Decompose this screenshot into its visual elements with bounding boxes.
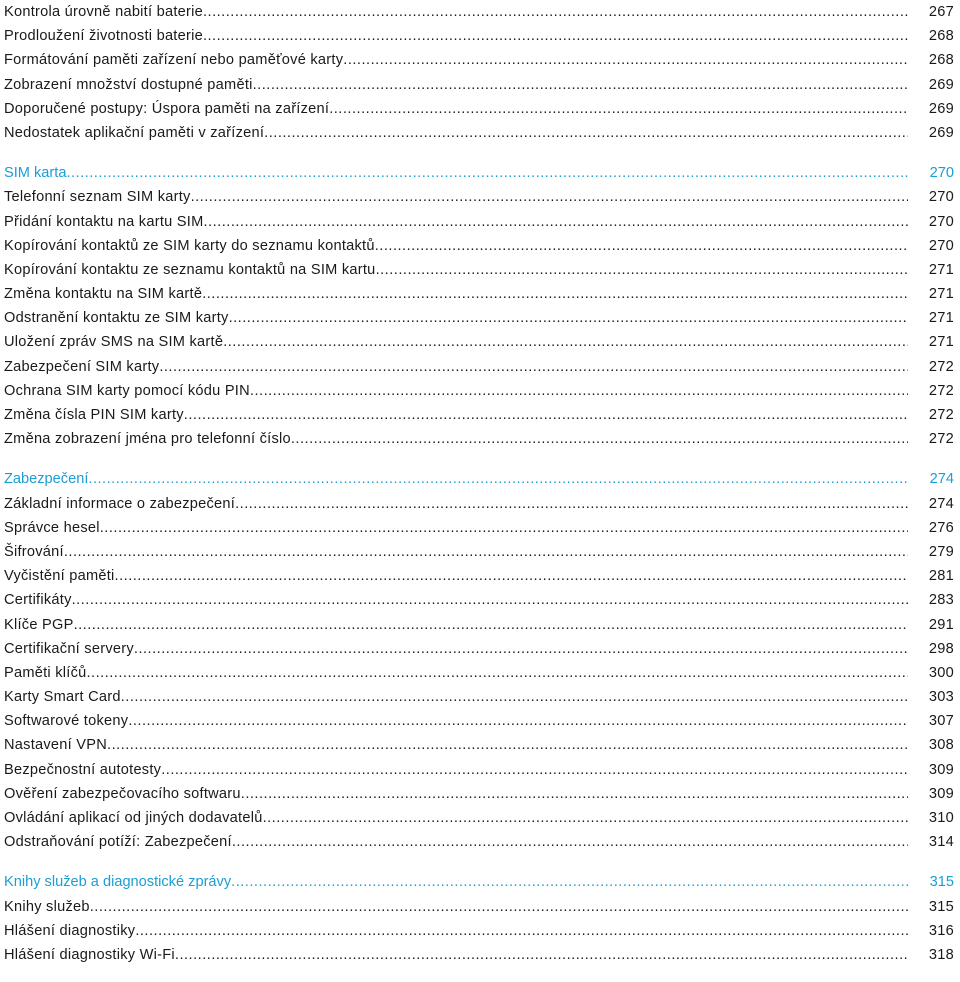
toc-entry[interactable] [4,73,954,97]
toc-page-number: 309 [928,761,954,778]
toc-entry-title: Změna zobrazení jména pro telefonní číslo [4,431,291,448]
toc-entry[interactable] [4,943,954,967]
toc-entry-title: Uložení zpráv SMS na SIM kartě [4,334,224,351]
toc-page-number: 316 [928,922,954,939]
toc-page-number: 271 [928,286,954,303]
toc-entry[interactable] [4,540,954,564]
toc-entry-title: Ovládání aplikací od jiných dodavatelů [4,810,263,826]
toc-entry[interactable] [4,24,954,48]
toc-page-number: 270 [929,165,954,182]
toc-entry-title: Certifikáty [4,592,72,609]
toc-entry[interactable] [4,379,954,403]
dot-leader [121,685,908,709]
toc-section-heading[interactable] [4,870,954,894]
toc-entry-title: Základní informace o zabezpečení [4,495,236,512]
toc-entry-title: Ověření zabezpečovacího softwaru [4,785,241,802]
toc-entry-title: Vyčistění paměti [4,568,115,585]
toc-page-number: 271 [928,310,954,327]
toc-entry[interactable] [4,564,954,588]
toc-entry-title: Šifrování [4,543,64,560]
dot-leader [375,234,908,258]
toc-entry-title: Paměti klíčů [4,664,87,681]
toc-entry[interactable] [4,97,954,121]
dot-leader [159,355,908,379]
toc-entry[interactable] [4,637,954,661]
toc-entry-title: Knihy služeb [4,898,90,915]
toc-entry-title: SIM karta [4,165,67,182]
toc-page-number: 272 [928,358,954,375]
dot-leader [135,919,908,943]
toc-entry-title: Nastavení VPN [4,737,108,754]
dot-leader [128,709,908,733]
toc-entry[interactable] [4,355,954,379]
dot-leader [202,282,908,306]
toc-entry[interactable] [4,48,954,72]
toc-page-number: 274 [928,495,954,512]
dot-leader [229,306,908,330]
toc-entry[interactable] [4,758,954,782]
toc-page-number: 281 [928,568,954,585]
toc-page-number: 272 [928,431,954,448]
toc-section-heading[interactable] [4,161,954,185]
toc-entry-title: Formátování paměti zařízení nebo paměťové karty [4,52,344,69]
toc-entry[interactable] [4,330,954,354]
dot-leader [88,467,908,491]
toc-page-number: 310 [928,810,954,826]
toc-entry[interactable] [4,830,954,854]
toc-page-number: 307 [928,713,954,730]
dot-leader [203,24,908,48]
toc-entry-title: Karty Smart Card [4,689,121,706]
dot-leader [191,185,908,209]
toc-entry[interactable] [4,806,954,830]
dot-leader [107,733,908,757]
toc-page-number: 272 [928,407,954,423]
dot-leader [184,403,908,427]
toc-entry[interactable] [4,258,954,282]
group-spacer [4,854,954,870]
toc-page-number: 272 [928,382,954,399]
toc-entry[interactable] [4,185,954,209]
toc-page-number: 308 [928,737,954,754]
toc-page-number: 274 [929,471,954,488]
toc-entry-title: Kontrola úrovně nabití baterie [4,4,203,20]
dot-leader [235,492,908,516]
toc-entry-title: Změna čísla PIN SIM karty [4,407,184,423]
toc-page-number: 314 [928,834,954,851]
toc-page-number: 269 [928,124,954,141]
toc-entry[interactable] [4,516,954,540]
toc-entry[interactable] [4,403,954,427]
toc-entry[interactable] [4,492,954,516]
toc-page-number: 268 [928,52,954,69]
toc-entry[interactable] [4,661,954,685]
toc-entry[interactable] [4,282,954,306]
toc-page-number: 303 [928,689,954,706]
toc-page-number: 276 [928,519,954,536]
toc-entry[interactable] [4,685,954,709]
toc-entry[interactable] [4,234,954,258]
dot-leader [264,121,908,145]
toc-page-number: 300 [928,664,954,681]
dot-leader [134,637,908,661]
toc-page-number: 269 [928,100,954,117]
dot-leader [90,895,908,919]
toc-entry-title: Přidání kontaktu na kartu SIM [4,213,204,230]
dot-leader [291,427,908,451]
toc-page-number: 268 [928,28,954,45]
dot-leader [223,330,908,354]
toc-page-number: 291 [928,616,954,633]
toc-entry-title: Kopírování kontaktu ze seznamu kontaktů na SIM kartu [4,261,376,278]
toc-entry[interactable] [4,121,954,145]
dot-leader [343,48,908,72]
dot-leader [204,210,909,234]
dot-leader [66,161,908,185]
group-spacer [4,145,954,161]
toc-entry[interactable] [4,588,954,612]
toc-page-number: 271 [928,261,954,278]
toc-entry[interactable] [4,427,954,451]
dot-leader [161,758,908,782]
toc-page-number: 315 [929,874,954,891]
toc-entry[interactable] [4,306,954,330]
dot-leader [263,806,908,830]
dot-leader [175,943,908,967]
dot-leader [241,782,908,806]
dot-leader [376,258,908,282]
dot-leader [72,588,908,612]
dot-leader [232,830,908,854]
toc-entry-title: Softwarové tokeny [4,713,129,730]
dot-leader [203,0,908,24]
toc-entry-title: Správce hesel [4,519,100,536]
toc-page-number: 269 [928,76,954,93]
toc-entry-title: Odstraňování potíží: Zabezpečení [4,834,232,851]
toc-entry-title: Ochrana SIM karty pomocí kódu PIN [4,382,250,399]
toc-entry-title: Telefonní seznam SIM karty [4,189,191,206]
toc-entry[interactable] [4,919,954,943]
group-spacer [4,451,954,467]
dot-leader [64,540,908,564]
toc-entry[interactable] [4,210,954,234]
toc-entry-title: Zobrazení množství dostupné paměti [4,76,253,93]
toc-page-number: 270 [928,237,954,254]
dot-leader [86,661,908,685]
dot-leader [329,97,908,121]
toc-page-number: 283 [928,592,954,609]
toc-page-number: 270 [928,189,954,206]
toc-entry-title: Zabezpečení SIM karty [4,358,160,375]
toc-entry-title: Hlášení diagnostiky Wi-Fi [4,946,175,963]
dot-leader [253,73,908,97]
toc-entry-title: Změna kontaktu na SIM kartě [4,286,203,303]
toc-entry-title: Kopírování kontaktů ze SIM karty do seznamu kontaktů [4,237,375,254]
toc-entry-title: Bezpečnostní autotesty [4,761,162,778]
toc-page-number: 315 [928,898,954,915]
toc-entry[interactable] [4,733,954,757]
toc-entry[interactable] [4,709,954,733]
toc-entry-title: Doporučené postupy: Úspora paměti na zařízení [4,100,330,117]
dot-leader [100,516,908,540]
toc-entry[interactable] [4,613,954,637]
toc-page-number: 267 [928,4,954,20]
dot-leader [250,379,908,403]
table-of-contents [4,0,954,967]
toc-page-number: 298 [928,640,954,657]
toc-entry-title: Knihy služeb a diagnostické zprávy [4,874,232,891]
toc-page-number: 279 [928,543,954,560]
toc-entry-title: Zabezpečení [4,471,89,488]
dot-leader [231,870,908,894]
dot-leader [74,613,908,637]
toc-entry-title: Nedostatek aplikační paměti v zařízení [4,124,265,141]
dot-leader [115,564,908,588]
toc-page-number: 270 [928,213,954,230]
toc-entry-title: Prodloužení životnosti baterie [4,28,203,45]
toc-page-number: 318 [928,946,954,963]
toc-page-number: 271 [928,334,954,351]
toc-section-heading[interactable] [4,467,954,491]
toc-entry[interactable] [4,895,954,919]
toc-entry-title: Certifikační servery [4,640,134,657]
toc-page-number: 309 [928,785,954,802]
toc-entry-title: Odstranění kontaktu ze SIM karty [4,310,229,327]
toc-entry-title: Hlášení diagnostiky [4,922,136,939]
toc-entry[interactable] [4,782,954,806]
toc-entry-title: Klíče PGP [4,616,74,633]
toc-entry[interactable] [4,0,954,24]
